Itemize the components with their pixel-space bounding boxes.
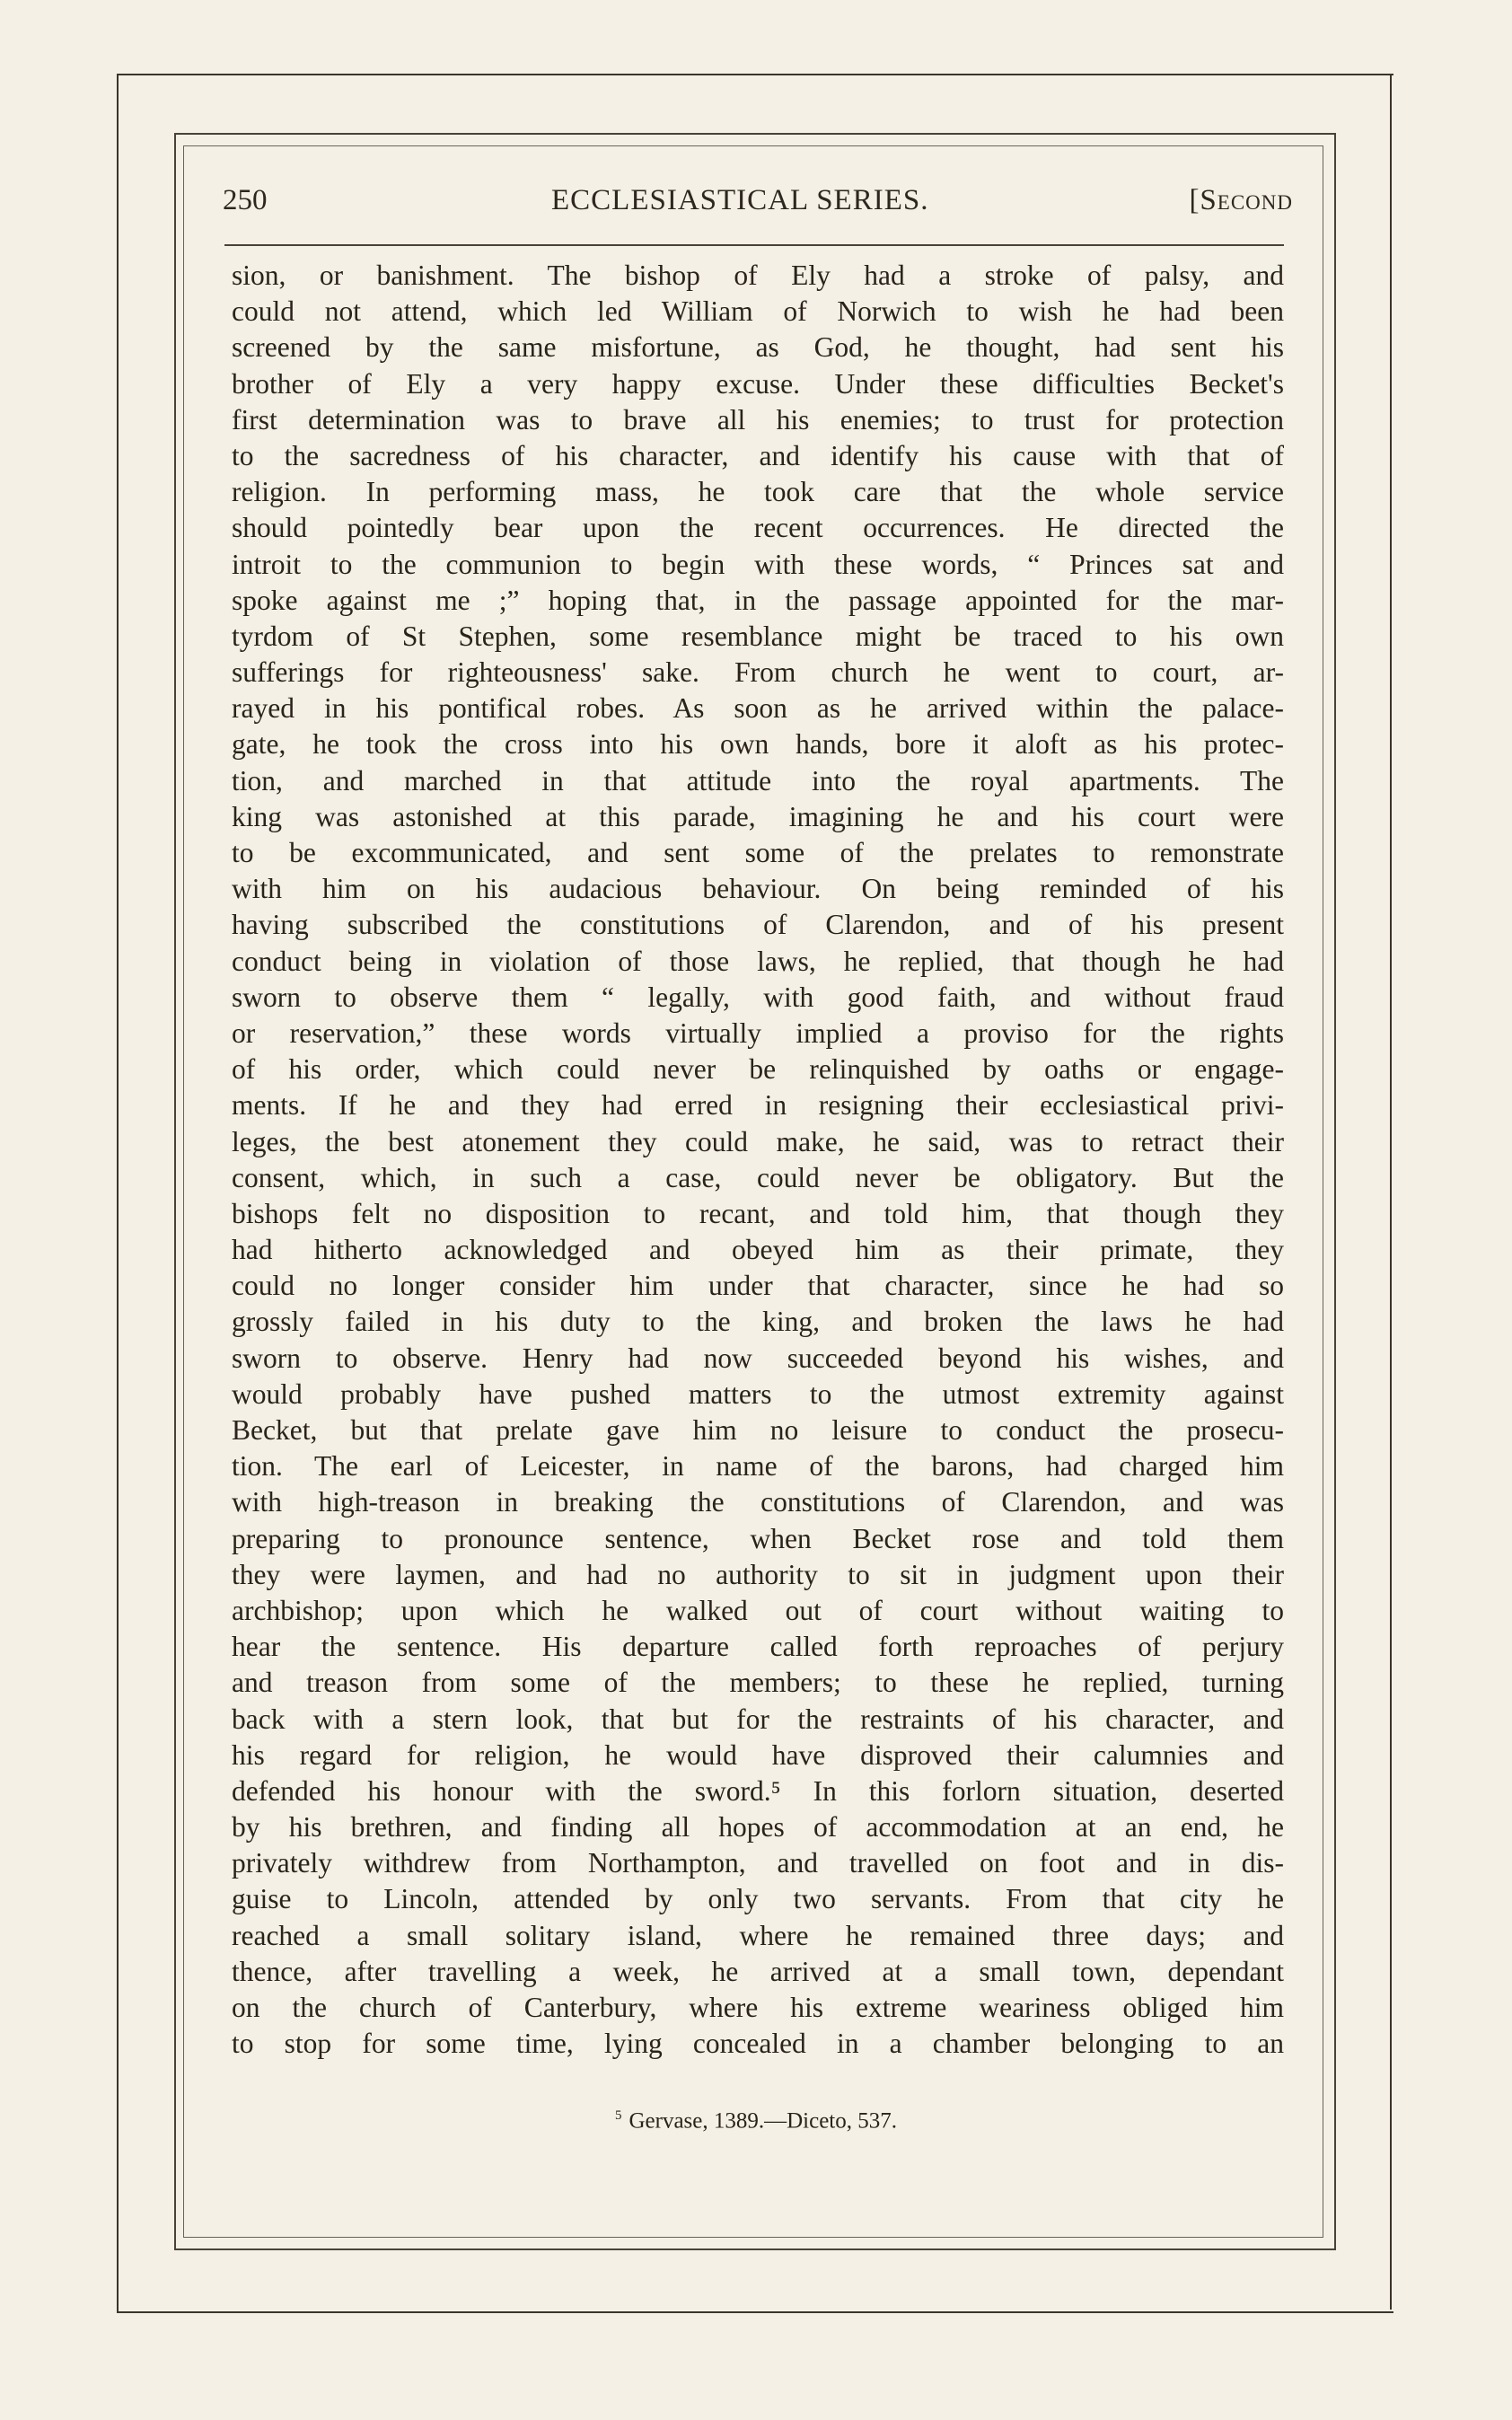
body-line: spoke against me ;” hoping that, in the passage appointed for the mar- (232, 584, 1284, 616)
body-line: sworn to observe. Henry had now succeeded beyond his wishes, and (232, 1342, 1284, 1374)
body-line: they were laymen, and had no authority to sit in judgment upon their (232, 1558, 1284, 1590)
body-line: introit to the communion to begin with these words, “ Princes sat and (232, 548, 1284, 580)
body-line: hear the sentence. His departure called forth reproaches of perjury (232, 1631, 1284, 1663)
body-line: should pointedly bear upon the recent occurrences. He directed the (232, 512, 1284, 544)
body-line: on the church of Canterbury, where his extreme weariness obliged him (232, 1992, 1284, 2023)
outer-frame-right-edge (1390, 74, 1392, 2310)
running-header (223, 184, 1293, 229)
body-line: conduct being in violation of those laws, he replied, that though he had (232, 945, 1284, 977)
body-line: having subscribed the constitutions of Clarendon, and of his present (232, 909, 1284, 941)
footnote-text: Gervase, 1389.—Diceto, 537. (629, 2108, 898, 2134)
body-line: screened by the same misfortune, as God, he thought, had sent his (232, 331, 1284, 364)
body-text (232, 258, 1284, 2062)
body-line: archbishop; upon which he walked out of court without waiting to (232, 1594, 1284, 1626)
body-line: of his order, which could never be relinquished by oaths or engage- (232, 1053, 1284, 1086)
body-line: reached a small solitary island, where he remained three days; and (232, 1919, 1284, 1951)
body-line: his regard for religion, he would have disproved their calumnies and (232, 1738, 1284, 1771)
body-line: ments. If he and they had erred in resigning their ecclesiastical privi- (232, 1089, 1284, 1122)
body-line: king was astonished at this parade, imagining he and his court were (232, 800, 1284, 832)
body-line: sworn to observe them “ legally, with good faith, and without fraud (232, 981, 1284, 1013)
footnote (0, 2108, 1512, 2134)
footnote-marker: 5 (614, 2108, 622, 2123)
body-line: could not attend, which led William of Norwich to wish he had been (232, 295, 1284, 328)
body-line: with him on his audacious behaviour. On being reminded of his (232, 873, 1284, 905)
section-label: [Second (1189, 184, 1293, 216)
page-number: 250 (223, 184, 268, 216)
body-line: to be excommunicated, and sent some of the prelates to remonstrate (232, 837, 1284, 868)
body-line: Becket, but that prelate gave him no leisure to conduct the prosecu- (232, 1414, 1284, 1446)
body-line: brother of Ely a very happy excuse. Under these difficulties Becket's (232, 367, 1284, 400)
body-line: rayed in his pontifical robes. As soon as he arrived within the palace- (232, 692, 1284, 725)
header-rule (224, 244, 1284, 246)
body-line: had hitherto acknowledged and obeyed him as their primate, they (232, 1234, 1284, 1266)
body-line: gate, he took the cross into his own hands, bore it aloft as his protec- (232, 728, 1284, 761)
body-line: by his brethren, and finding all hopes of accommodation at an end, he (232, 1811, 1284, 1844)
body-line: guise to Lincoln, attended by only two servants. From that city he (232, 1883, 1284, 1915)
body-line: tion. The earl of Leicester, in name of the barons, had charged him (232, 1450, 1284, 1483)
series-title: ECCLESIASTICAL SERIES. (551, 184, 929, 216)
body-line: back with a stern look, that but for the restraints of his character, and (232, 1703, 1284, 1735)
body-line: to stop for some time, lying concealed in a chamber belonging to an (232, 2028, 1284, 2060)
body-line: privately withdrew from Northampton, and travelled on foot and in dis- (232, 1847, 1284, 1879)
body-line: thence, after travelling a week, he arrived at a small town, dependant (232, 1955, 1284, 1987)
body-line: could no longer consider him under that character, since he had so (232, 1270, 1284, 1302)
body-line: first determination was to brave all his enemies; to trust for protection (232, 403, 1284, 436)
body-line: tyrdom of St Stephen, some resemblance might be traced to his own (232, 620, 1284, 652)
body-line: grossly failed in his duty to the king, and broken the laws he had (232, 1306, 1284, 1338)
body-line: would probably have pushed matters to the utmost extremity against (232, 1377, 1284, 1410)
body-line: with high-treason in breaking the constitutions of Clarendon, and was (232, 1486, 1284, 1518)
body-line: sion, or banishment. The bishop of Ely had a stroke of palsy, and (232, 260, 1284, 291)
body-line: leges, the best atonement they could make, he said, was to retract their (232, 1125, 1284, 1157)
body-line: preparing to pronounce sentence, when Becket rose and told them (232, 1522, 1284, 1554)
body-line: consent, which, in such a case, could never be obligatory. But the (232, 1161, 1284, 1193)
body-line: or reservation,” these words virtually implied a proviso for the rights (232, 1016, 1284, 1049)
body-line: bishops felt no disposition to recant, and told him, that though they (232, 1197, 1284, 1229)
body-line: tion, and marched in that attitude into the royal apartments. The (232, 764, 1284, 796)
body-line: religion. In performing mass, he took care that the whole service (232, 476, 1284, 508)
body-line: sufferings for righteousness' sake. From church he went to court, ar- (232, 656, 1284, 689)
body-line: defended his honour with the sword.⁵ In this forlorn situation, deserted (232, 1774, 1284, 1807)
body-line: and treason from some of the members; to these he replied, turning (232, 1667, 1284, 1699)
body-line: to the sacredness of his character, and identify his cause with that of (232, 439, 1284, 471)
